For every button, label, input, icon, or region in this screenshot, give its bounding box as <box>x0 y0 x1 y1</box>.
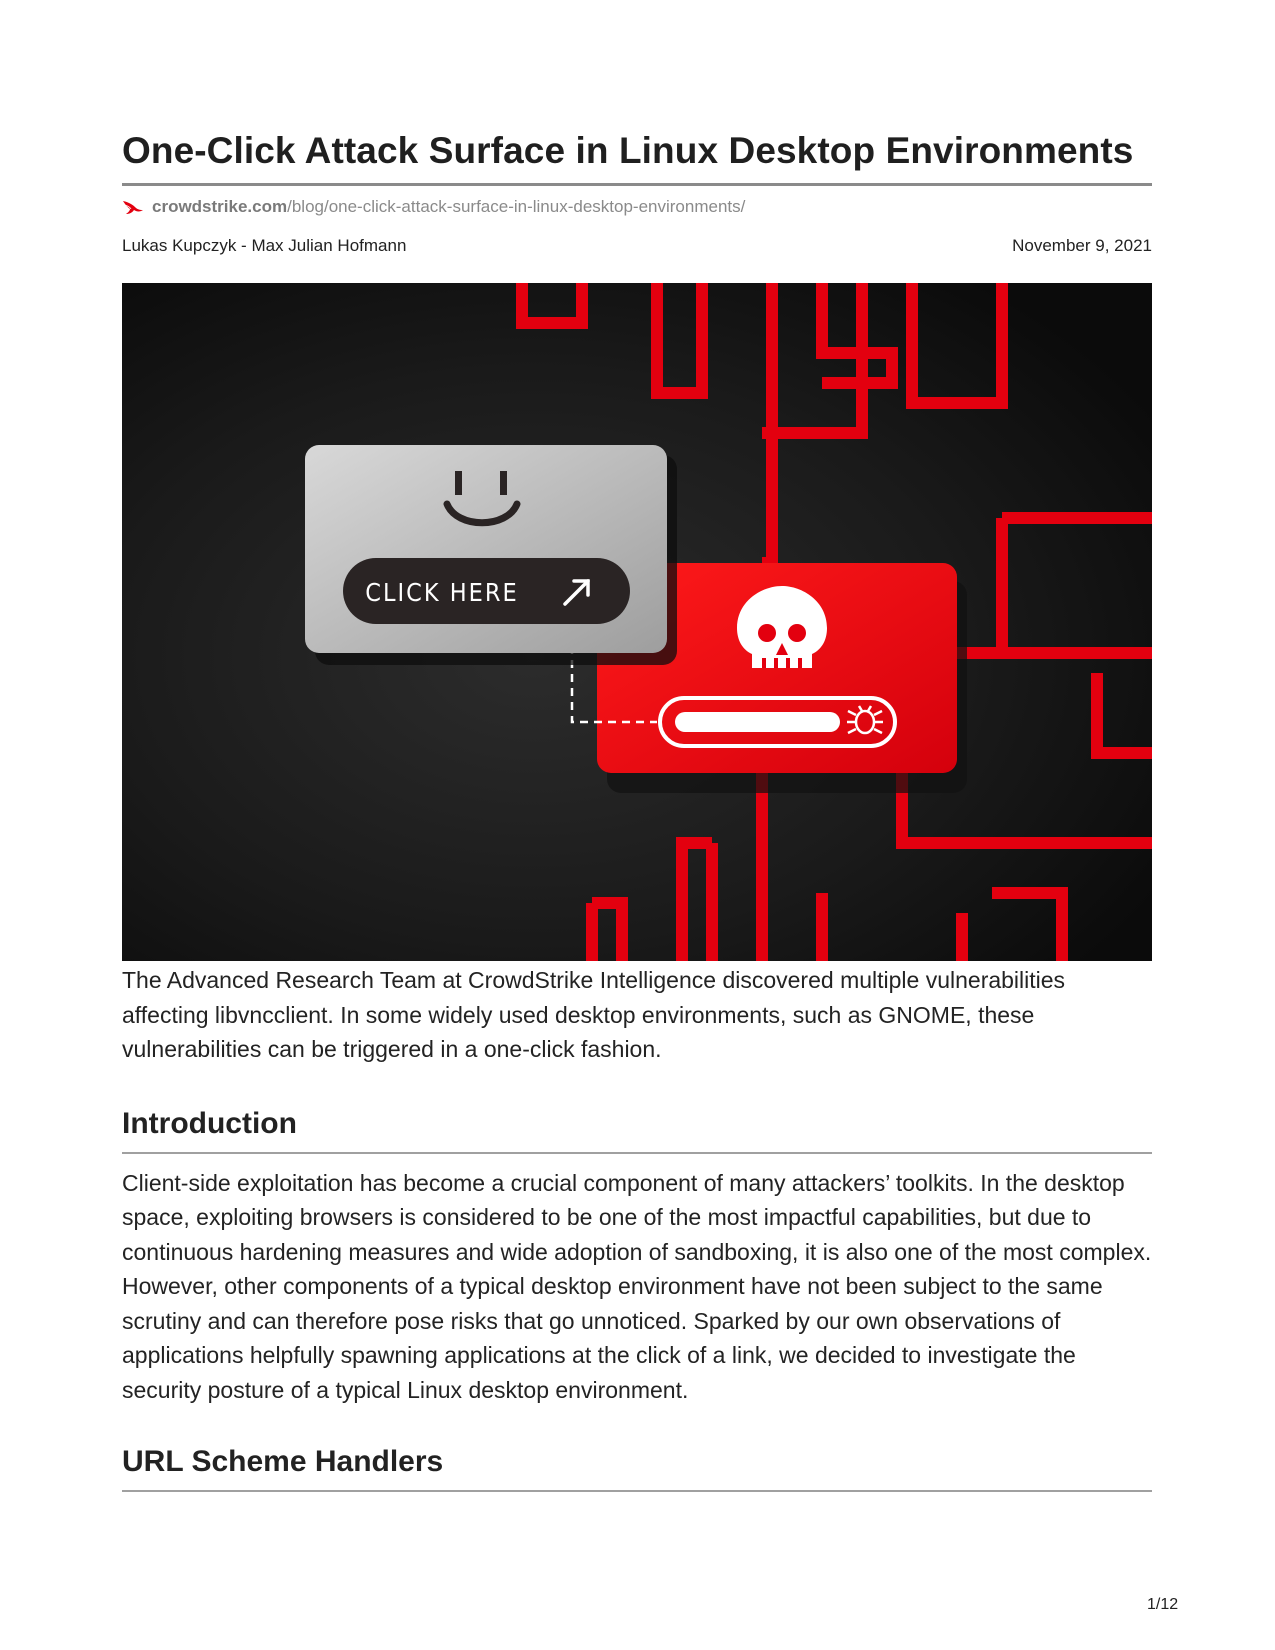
introduction-paragraph: Client-side exploitation has become a crucial component of many attackers’ toolkits. In the desktop space, exploiting browsers is considered to be one of the most impactful capabilities, but due to continuous hardening measures and wide adoption of sandboxing, it is also one of the most complex. However, other components of a typical desktop environment have not been subject to the same scrutiny and can therefore pose risks that go unnoticed. Sparked by our own observations of applications helpfully spawning applications at the click of a link, we decided to investigate the security posture of a typical Linux desktop environment. <box>122 1169 1152 1403</box>
click-here-label: CLICK HERE <box>365 578 519 607</box>
article <box>122 120 1152 1492</box>
hero-illustration <box>122 283 1152 961</box>
summary-paragraph: The Advanced Research Team at CrowdStrike Intelligence discovered multiple vulnerabilities affecting libvncclient. In some widely used desktop environments, such as GNOME, these vulnerabilities can be triggered in a one-click fashion. <box>122 967 1066 1062</box>
source-path: /blog/one-click-attack-surface-in-linux-desktop-environments/ <box>287 197 746 216</box>
byline <box>122 235 1152 257</box>
crowdstrike-falcon-icon <box>122 198 144 216</box>
section-heading-introduction: Introduction <box>122 1106 297 1140</box>
source-domain: crowdstrike.com <box>152 197 288 216</box>
friendly-window <box>305 445 677 665</box>
author-names: Lukas Kupczyk - Max Julian Hofmann <box>122 236 407 255</box>
publish-date: November 9, 2021 <box>1012 236 1152 255</box>
title-divider <box>122 183 1152 186</box>
page-title: One-Click Attack Surface in Linux Desktop Environments <box>122 130 1134 171</box>
section-heading-url-scheme-handlers: URL Scheme Handlers <box>122 1445 444 1478</box>
section-divider <box>122 1152 1152 1154</box>
page-number: 1/12 <box>1147 1596 1179 1613</box>
section-divider <box>122 1490 1152 1492</box>
source-link[interactable] <box>122 196 1152 218</box>
